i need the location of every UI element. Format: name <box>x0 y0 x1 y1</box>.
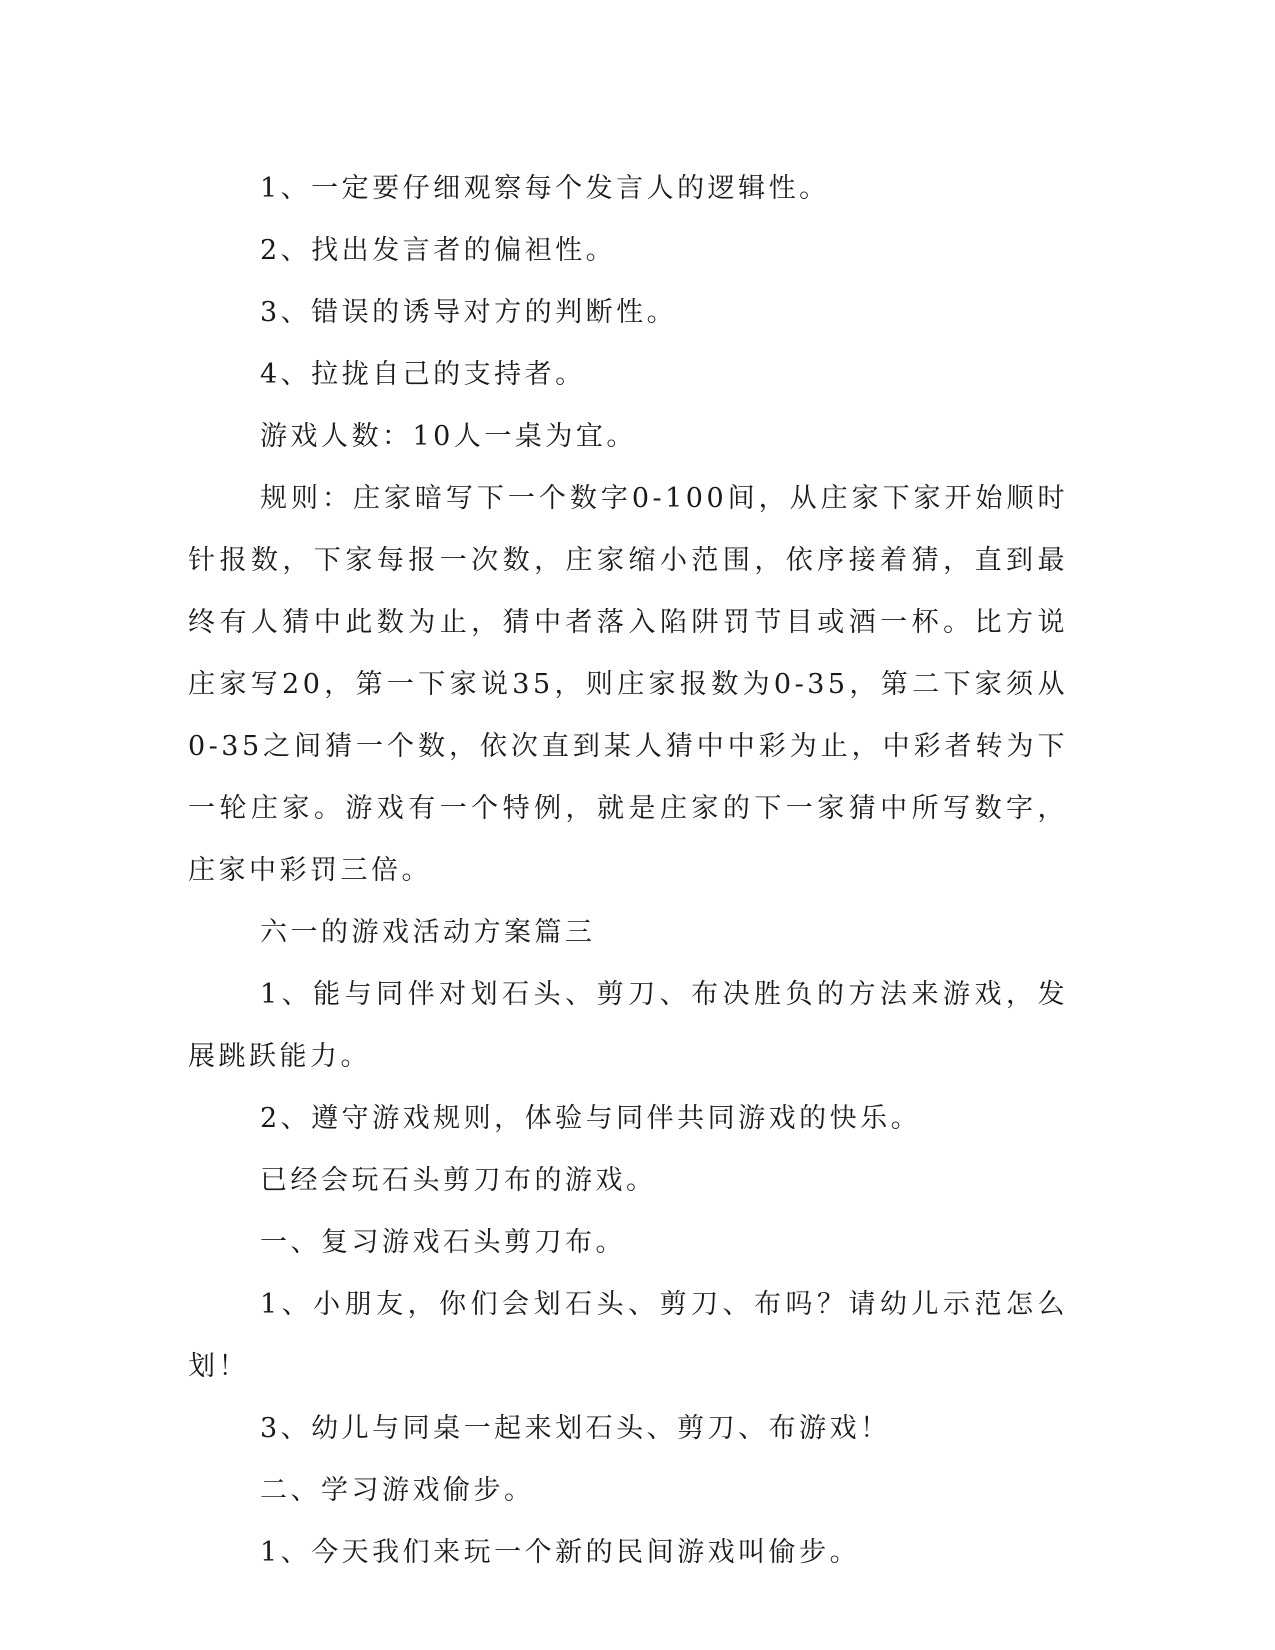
step-item-new-game: 1、今天我们来玩一个新的民间游戏叫偷步。 <box>260 1537 861 1568</box>
list-item-supporters: 4、拉拢自己的支持者。 <box>260 359 586 390</box>
list-item-mislead: 3、错误的诱导对方的判断性。 <box>260 297 678 328</box>
goal-item-follow-rules: 2、遵守游戏规则，体验与同伴共同游戏的快乐。 <box>260 1103 922 1134</box>
step-item-play-together: 3、幼儿与同桌一起来划石头、剪刀、布游戏！ <box>260 1413 891 1444</box>
list-item-find-bias: 2、找出发言者的偏袒性。 <box>260 235 617 266</box>
rules-paragraph: 规则：庄家暗写下一个数字0-100间，从庄家下家开始顺时针报数，下家每报一次数，庄家缩小范围，依序接着猜，直到最终有人猜中此数为止，猜中者落入陷阱罚节目或酒一杯。比方说庄家写20，第一下家说35，则庄家报数为0-35，第二下家须从0-35之间猜一个数，依次直到某人猜中中彩为止，中彩者转为下一轮庄家。游戏有一个特例，就是庄家的下一家猜中所写数字，庄家中彩罚三倍。 <box>188 483 1068 886</box>
document-body <box>188 158 1068 1584</box>
step-heading-learn: 二、学习游戏偷步。 <box>260 1475 535 1506</box>
player-count-paragraph: 游戏人数：10人一桌为宜。 <box>260 421 637 452</box>
step-heading-review: 一、复习游戏石头剪刀布。 <box>260 1227 626 1258</box>
preparation-paragraph: 已经会玩石头剪刀布的游戏。 <box>260 1165 657 1196</box>
list-item-observe-logic: 1、一定要仔细观察每个发言人的逻辑性。 <box>260 173 830 204</box>
section-heading: 六一的游戏活动方案篇三 <box>260 917 596 948</box>
goal-item-rock-paper-scissors: 1、能与同伴对划石头、剪刀、布决胜负的方法来游戏，发展跳跃能力。 <box>188 979 1068 1072</box>
step-item-ask-children: 1、小朋友，你们会划石头、剪刀、布吗？请幼儿示范怎么划！ <box>188 1289 1068 1382</box>
